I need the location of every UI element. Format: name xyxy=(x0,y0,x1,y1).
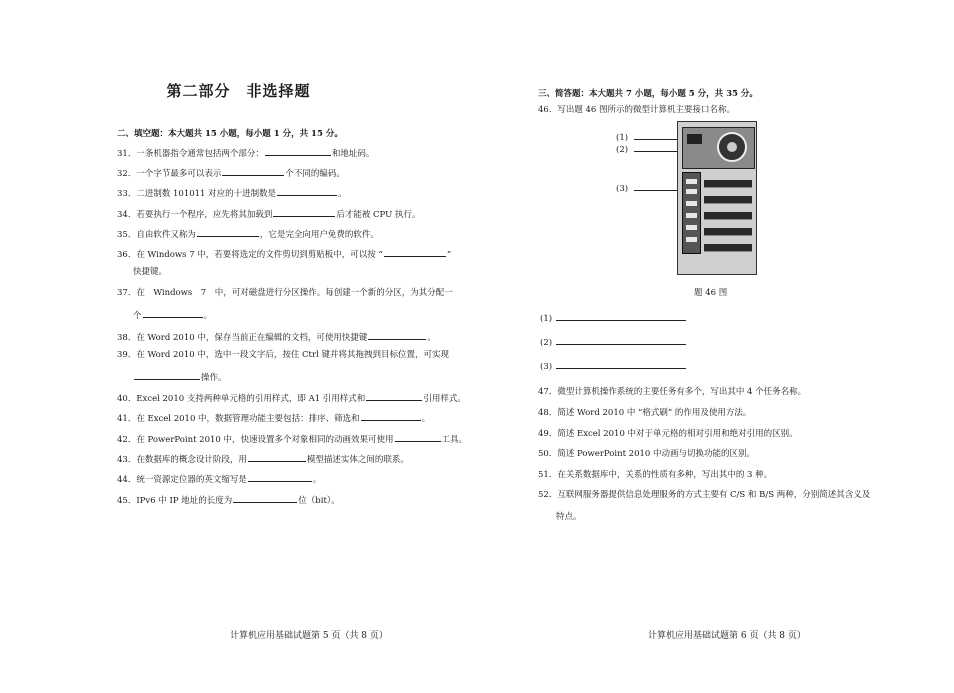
question-40-tail: 引用样式。 xyxy=(423,394,466,404)
question-44-text: 44．统一资源定位器的英文缩写是 xyxy=(117,475,247,485)
question-37-cont-text: 个 xyxy=(133,311,142,321)
answer-blank[interactable] xyxy=(143,308,203,318)
slot-cover xyxy=(704,196,752,204)
question-36-text: 36．在 Windows 7 中，若要将选定的文件剪切到剪贴板中，可以按 “ xyxy=(117,250,383,260)
answer-blank[interactable] xyxy=(395,432,441,442)
question-40-text: 40．Excel 2010 支持两种单元格的引用样式，即 A1 引用样式和 xyxy=(117,394,366,404)
question-38 xyxy=(117,330,436,344)
question-47: 47．微型计算机操作系统的主要任务有多个，写出其中 4 个任务名称。 xyxy=(538,387,807,397)
answer-blank[interactable] xyxy=(556,311,686,321)
power-supply xyxy=(682,127,755,169)
answer-blank[interactable] xyxy=(556,359,686,369)
answer-blank[interactable] xyxy=(248,472,312,482)
question-44 xyxy=(117,472,321,486)
short-answer-section-heading: 三、简答题：本大题共 7 小题，每小题 5 分，共 35 分。 xyxy=(538,89,758,99)
answer-blank[interactable] xyxy=(368,330,426,340)
question-32-text: 32．一个字节最多可以表示 xyxy=(117,169,222,179)
question-34-tail: 后才能被 CPU 执行。 xyxy=(336,210,421,220)
callout-1: (1) xyxy=(616,133,629,143)
question-34-text: 34．若要执行一个程序，应先将其加载到 xyxy=(117,210,273,220)
question-37-cont xyxy=(133,308,212,322)
port-icon xyxy=(686,225,697,230)
part-title: 第二部分 非选择题 xyxy=(166,82,311,100)
question-36 xyxy=(117,247,451,261)
question-45 xyxy=(117,493,340,507)
question-33 xyxy=(117,186,347,200)
question-36-cont: 快捷键。 xyxy=(133,267,168,277)
question-41-tail: 。 xyxy=(421,414,431,424)
question-50: 50．简述 PowerPoint 2010 中动画与切换功能的区别。 xyxy=(538,449,756,459)
answer-blank[interactable] xyxy=(273,207,335,217)
slot-cover xyxy=(704,244,752,252)
answer-blank[interactable] xyxy=(366,391,422,401)
chassis-back xyxy=(677,121,757,275)
question-33-text: 33．二进制数 101011 对应的十进制数是 xyxy=(117,189,277,199)
answer-blank[interactable] xyxy=(265,146,331,156)
answer-line-3 xyxy=(540,359,686,372)
question-43 xyxy=(117,452,409,466)
question-52-cont: 特点。 xyxy=(556,512,582,522)
question-51: 51．在关系数据库中，关系的性质有多种，写出其中的 3 种。 xyxy=(538,470,773,480)
question-39: 39．在 Word 2010 中，选中一段文字后，按住 Ctrl 键并将其拖拽到目标位置，可实现 xyxy=(117,350,449,360)
slot-cover xyxy=(704,228,752,236)
port-icon xyxy=(686,237,697,242)
page-footer: 计算机应用基础试题第 5 页（共 8 页） xyxy=(230,631,388,641)
question-49: 49．简述 Excel 2010 中对于单元格的相对引用和绝对引用的区别。 xyxy=(538,429,798,439)
question-38-text: 38．在 Word 2010 中，保存当前正在编辑的文档，可使用快捷键 xyxy=(117,333,368,343)
question-32 xyxy=(117,166,345,180)
port-icon xyxy=(686,213,697,218)
port-icon xyxy=(686,189,697,194)
computer-rear-panel-figure xyxy=(677,121,757,275)
question-37: 37．在 Windows 7 中，可对磁盘进行分区操作。每创建一个新的分区，为其分配一 xyxy=(117,288,453,298)
answer-blank[interactable] xyxy=(384,247,446,257)
fan-icon xyxy=(717,132,747,162)
callout-3: (3) xyxy=(616,184,629,194)
answer-blank[interactable] xyxy=(222,166,284,176)
question-41 xyxy=(117,411,430,425)
answer-blank[interactable] xyxy=(248,452,306,462)
port-icon xyxy=(686,179,697,184)
question-44-tail: 。 xyxy=(312,475,322,485)
question-38-tail: 。 xyxy=(427,333,436,343)
expansion-slots xyxy=(704,172,752,268)
slot-cover xyxy=(704,180,752,188)
question-42-text: 42．在 PowerPoint 2010 中，快速设置多个对象相同的动画效果可使用 xyxy=(117,435,394,445)
question-31-text: 31．一条机器指令通常包括两个部分： xyxy=(117,149,264,159)
answer-label: (2) xyxy=(540,338,553,348)
question-39-cont xyxy=(133,370,227,384)
callout-2: (2) xyxy=(616,145,629,155)
question-42 xyxy=(117,432,467,446)
question-31-tail: 和地址码。 xyxy=(331,149,375,159)
answer-label: (3) xyxy=(540,362,553,372)
answer-line-1 xyxy=(540,311,686,324)
question-36-tail: ” xyxy=(446,250,452,260)
power-socket xyxy=(687,134,702,144)
question-43-tail: 模型描述实体之间的联系。 xyxy=(306,455,409,465)
question-32-tail: 个不同的编码。 xyxy=(285,169,345,179)
answer-label: (1) xyxy=(540,314,553,324)
answer-blank[interactable] xyxy=(361,411,421,421)
answer-blank[interactable] xyxy=(197,227,259,237)
question-46: 46．写出题 46 图所示的微型计算机主要接口名称。 xyxy=(538,105,736,115)
answer-line-2 xyxy=(540,335,686,348)
question-39-tail: 操作。 xyxy=(201,373,227,383)
question-35-text: 35．自由软件又称为 xyxy=(117,230,196,240)
question-43-text: 43．在数据库的概念设计阶段，用 xyxy=(117,455,247,465)
question-41-text: 41．在 Excel 2010 中，数据管理功能主要包括：排序、筛选和 xyxy=(117,414,360,424)
question-37-tail: 。 xyxy=(203,311,213,321)
question-45-tail: 位（bit）。 xyxy=(298,496,340,506)
answer-blank[interactable] xyxy=(556,335,686,345)
question-34 xyxy=(117,207,420,221)
right-page xyxy=(477,0,954,693)
page-footer: 计算机应用基础试题第 6 页（共 8 页） xyxy=(648,631,806,641)
question-52: 52．互联网服务器提供信息处理服务的方式主要有 C/S 和 B/S 两种，分别简述其含义及 xyxy=(538,490,871,500)
question-40 xyxy=(117,391,466,405)
question-35 xyxy=(117,227,379,241)
slot-cover xyxy=(704,212,752,220)
question-31 xyxy=(117,146,374,160)
question-48: 48．简述 Word 2010 中 “格式刷” 的作用及使用方法。 xyxy=(538,408,752,418)
port-icon xyxy=(686,201,697,206)
answer-blank[interactable] xyxy=(134,370,200,380)
question-42-tail: 工具。 xyxy=(441,435,468,445)
question-33-tail: 。 xyxy=(338,189,347,199)
question-35-tail: ，它是完全向用户免费的软件。 xyxy=(259,230,379,240)
answer-blank[interactable] xyxy=(277,186,337,196)
figure-caption: 题 46 图 xyxy=(694,288,728,298)
answer-blank[interactable] xyxy=(233,493,297,503)
io-port-panel xyxy=(682,172,701,254)
fill-in-section-heading: 二、填空题：本大题共 15 小题，每小题 1 分，共 15 分。 xyxy=(117,129,343,139)
question-45-text: 45．IPv6 中 IP 地址的长度为 xyxy=(117,496,233,506)
